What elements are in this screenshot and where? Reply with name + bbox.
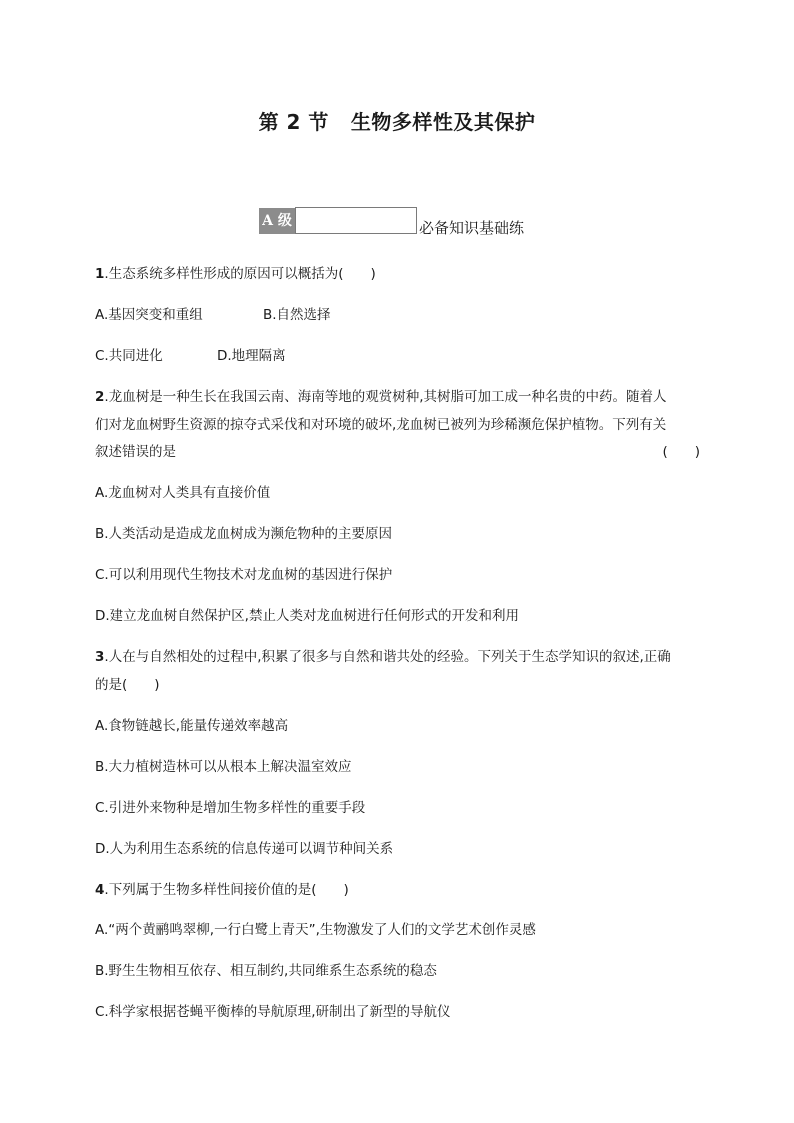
question-3-stem-line-1: 3.人在与自然相处的过程中,积累了很多与自然和谐共处的经验。下列关于生态学知识的叙述,正确 — [95, 649, 671, 665]
question-3-option-c: C.引进外来物种是增加生物多样性的重要手段 — [95, 800, 366, 816]
question-4-stem: 4.下列属于生物多样性间接价值的是( ) — [95, 882, 349, 898]
question-number: 3 — [95, 649, 105, 665]
page-title — [0, 106, 794, 135]
level-header — [259, 206, 525, 237]
question-3-option-b: B.大力植树造林可以从根本上解决温室效应 — [95, 759, 352, 775]
question-3-stem-line-2: 的是( ) — [95, 677, 160, 693]
level-box — [295, 207, 417, 234]
question-4-option-a: A.“两个黄鹂鸣翠柳,一行白鹭上青天”,生物激发了人们的文学艺术创作灵感 — [95, 922, 536, 938]
option-b: B.自然选择 — [263, 307, 331, 323]
question-number: 2 — [95, 389, 105, 405]
level-badge: A 级 — [259, 208, 295, 234]
question-3-option-a: A.食物链越长,能量传递效率越高 — [95, 718, 289, 734]
question-2-stem-line-2: 们对龙血树野生资源的掠夺式采伐和对环境的破坏,龙血树已被列为珍稀濒危保护植物。下列有关 — [95, 417, 667, 433]
question-2-option-a: A.龙血树对人类具有直接价值 — [95, 485, 271, 501]
question-3-option-d: D.人为利用生态系统的信息传递可以调节种间关系 — [95, 841, 394, 857]
question-2-stem-line-3: 叙述错误的是 ( ) — [95, 444, 700, 460]
question-1-options-row-1 — [95, 307, 331, 324]
section-number: 第 2 节 — [258, 110, 329, 134]
question-number: 4 — [95, 882, 105, 898]
question-4-option-b: B.野生生物相互依存、相互制约,共同维系生态系统的稳态 — [95, 963, 437, 979]
option-d: D.地理隔离 — [217, 348, 286, 364]
question-2-option-b: B.人类活动是造成龙血树成为濒危物种的主要原因 — [95, 526, 393, 542]
answer-blank: ( ) — [662, 444, 700, 460]
question-2-stem-line-1: 2.龙血树是一种生长在我国云南、海南等地的观赏树种,其树脂可加工成一种名贵的中药。随着人 — [95, 389, 667, 405]
question-1-stem: 1.生态系统多样性形成的原因可以概括为( ) — [95, 266, 376, 282]
question-1-options-row-2 — [95, 348, 286, 365]
section-name: 生物多样性及其保护 — [350, 110, 536, 134]
question-number: 1 — [95, 266, 105, 282]
question-4-option-c: C.科学家根据苍蝇平衡棒的导航原理,研制出了新型的导航仪 — [95, 1004, 451, 1020]
level-title: 必备知识基础练 — [419, 219, 525, 237]
question-2-option-d: D.建立龙血树自然保护区,禁止人类对龙血树进行任何形式的开发和利用 — [95, 608, 519, 624]
option-c: C.共同进化 — [95, 348, 163, 364]
option-a: A.基因突变和重组 — [95, 307, 203, 323]
question-2-option-c: C.可以利用现代生物技术对龙血树的基因进行保护 — [95, 567, 393, 583]
